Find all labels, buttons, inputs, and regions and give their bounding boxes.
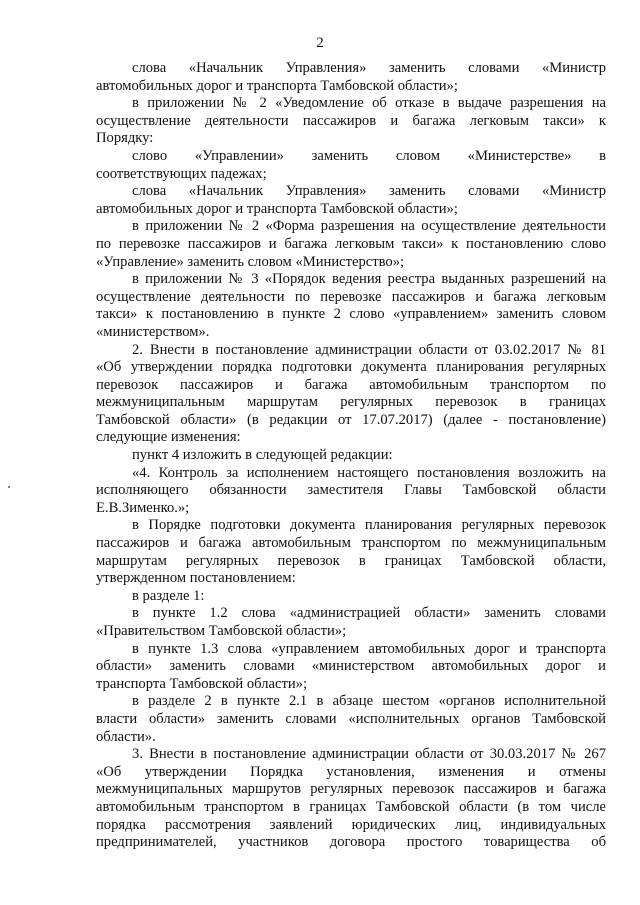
scan-artifact-dot bbox=[8, 486, 10, 488]
text-line: области» заменить словами «министерством автомобильных дорог и bbox=[96, 658, 606, 675]
text-line: перевозок пассажиров и багажа автомобильным транспортом по bbox=[96, 376, 606, 393]
text-line: Тамбовской области» (в редакции от 17.07.2017) (далее - постановление) bbox=[96, 411, 606, 428]
text-line: пункт 4 изложить в следующей редакции: bbox=[132, 447, 393, 464]
document-body bbox=[96, 60, 606, 852]
text-line: межмуниципальным маршрутам регулярных перевозок в границах bbox=[96, 394, 606, 411]
text-line: автомобильных дорог и транспорта Тамбовской области»; bbox=[96, 200, 458, 217]
text-line: в разделе 2 в пункте 2.1 в абзаце шестом «органов исполнительной bbox=[132, 693, 606, 710]
text-line: следующие изменения: bbox=[96, 429, 241, 446]
text-line: Е.В.Зименко.»; bbox=[96, 499, 190, 516]
text-line: осуществление деятельности пассажиров и багажа легковым такси» к bbox=[96, 112, 606, 129]
text-line: в приложении № 2 «Форма разрешения на осуществление деятельности bbox=[132, 218, 606, 235]
text-line: «Об утверждении Порядка установления, изменения и отмены bbox=[96, 763, 606, 780]
text-line: слово «Управлении» заменить словом «Министерстве» в bbox=[132, 147, 606, 164]
text-line: в пункте 1.3 слова «управлением автомобильных дорог и транспорта bbox=[132, 640, 606, 657]
text-line: исполняющего обязанности заместителя Главы Тамбовской области bbox=[96, 482, 606, 499]
text-line: осуществление деятельности по перевозке пассажиров и багажа легковым bbox=[96, 288, 606, 305]
text-line: транспорта Тамбовской области»; bbox=[96, 675, 308, 692]
text-line: пассажиров и багажа автомобильным транспортом по межмуниципальным bbox=[96, 535, 606, 552]
text-line: «Правительством Тамбовской области»; bbox=[96, 623, 347, 639]
text-line: Порядку: bbox=[96, 130, 154, 147]
text-line: в приложении № 2 «Уведомление об отказе в выдаче разрешения на bbox=[132, 95, 606, 112]
text-line: «министерством». bbox=[96, 323, 210, 340]
text-line: порядка рассмотрения заявлений юридических лиц, индивидуальных bbox=[96, 816, 606, 833]
text-line: такси» к постановлению в пункте 2 слово «управлением» заменить словом bbox=[96, 306, 606, 323]
text-line: по перевозке пассажиров и багажа легковым такси» к постановлению слово bbox=[96, 235, 606, 252]
text-line: «Об утверждении порядка подготовки документа планирования регулярных bbox=[96, 359, 606, 376]
text-line: слова «Начальник Управления» заменить словами «Министр bbox=[132, 60, 606, 76]
text-line: утвержденном постановлением: bbox=[96, 570, 296, 587]
text-line: 3. Внести в постановление администрации области от 30.03.2017 № 267 bbox=[132, 746, 606, 763]
text-line: в приложении № 3 «Порядок ведения реестра выданных разрешений на bbox=[132, 271, 606, 288]
text-line: в Порядке подготовки документа планирования регулярных перевозок bbox=[132, 517, 606, 534]
text-line: в разделе 1: bbox=[132, 587, 205, 604]
text-line: автомобильным транспортом в границах Тамбовской области (в том числе bbox=[96, 798, 606, 815]
text-line: автомобильных дорог и транспорта Тамбовской области»; bbox=[96, 77, 458, 94]
text-line: 2. Внести в постановление администрации области от 03.02.2017 № 81 bbox=[132, 341, 606, 358]
page-number: 2 bbox=[316, 35, 324, 51]
text-line: соответствующих падежах; bbox=[96, 165, 267, 182]
text-line: маршрутам регулярных перевозок в границах Тамбовской области, bbox=[96, 552, 606, 569]
text-line: «Управление» заменить словом «Министерство»; bbox=[96, 253, 405, 270]
text-line: в пункте 1.2 слова «администрацией области» заменить словами bbox=[132, 605, 606, 622]
text-line: предпринимателей, участников договора простого товарищества об bbox=[96, 834, 606, 851]
text-line: власти области» заменить словами «исполнительных органов Тамбовской bbox=[96, 710, 606, 727]
text-line: межмуниципальных маршрутов регулярных перевозок пассажиров и багажа bbox=[96, 781, 606, 798]
text-line: области». bbox=[96, 728, 156, 745]
text-line: «4. Контроль за исполнением настоящего постановления возложить на bbox=[132, 464, 606, 481]
text-line: слова «Начальник Управления» заменить словами «Министр bbox=[132, 183, 606, 200]
